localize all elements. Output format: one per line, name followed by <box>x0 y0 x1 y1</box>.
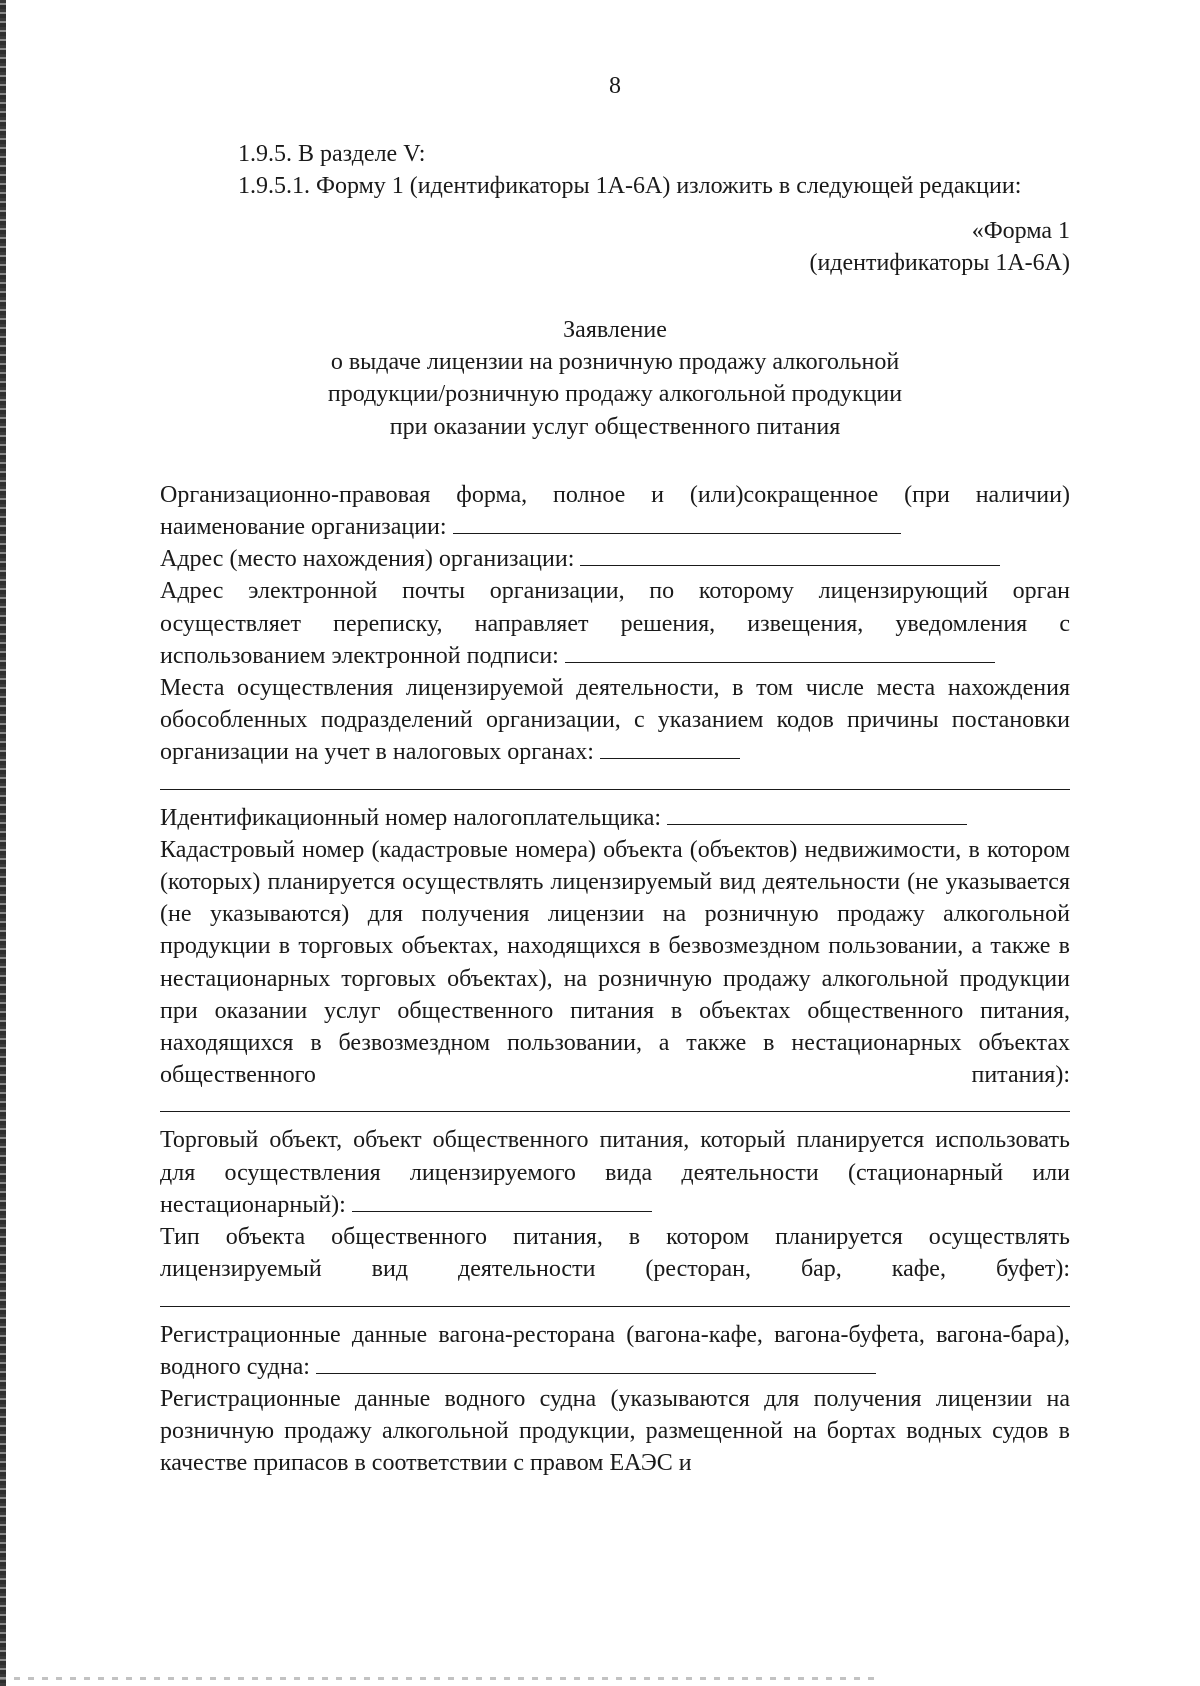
scan-bottom-artifact <box>0 1677 880 1680</box>
field-org-name <box>160 479 1070 543</box>
wagon-data-input-line[interactable] <box>316 1355 876 1374</box>
section-heading: 1.9.5. В разделе V: <box>238 141 426 168</box>
scan-edge-artifact <box>0 0 6 1686</box>
document-page <box>160 70 1070 1480</box>
field-trade-object-label: Торговый объект, объект общественного питания, который планируется использовать для осуществления лицензируемого вида деятельности (стационарный или нестационарный): <box>160 1127 1070 1218</box>
field-org-email-label: Адрес электронной почты организации, по которому лицензирующий орган осуществляет переписку, направляет решения, извещения, уведомления с использованием электронной подписи: <box>160 578 1070 669</box>
activity-places-input-line[interactable] <box>600 740 740 759</box>
application-fields <box>160 479 1070 1480</box>
form-label-identifiers: (идентификаторы 1А-6А) <box>809 249 1070 276</box>
cadastral-number-input-line[interactable] <box>160 1091 1070 1112</box>
field-inn-label: Идентификационный номер налогоплательщика: <box>160 804 662 831</box>
title-line: продукции/розничную продажу алкогольной продукции <box>327 381 903 408</box>
field-activity-places-label: Места осуществления лицензируемой деятельности, в том числе места нахождения обособленных подразделений организации, с указанием кодов причины постановки организации на учет в налоговых органах: <box>160 675 1070 766</box>
form-label <box>160 215 1070 279</box>
field-trade-object <box>160 1124 1070 1221</box>
field-cadastral-number <box>160 834 1070 1092</box>
title-line: о выдаче лицензии на розничную продажу алкогольной <box>330 349 900 376</box>
title-line: при оказании услуг общественного питания <box>389 413 841 440</box>
inn-input-line[interactable] <box>667 806 967 825</box>
org-address-input-line[interactable] <box>580 547 1000 566</box>
catering-type-input-line[interactable] <box>160 1286 1070 1307</box>
trade-object-input-line[interactable] <box>352 1193 652 1212</box>
field-org-address <box>160 543 1070 575</box>
instruction-paragraph: 1.9.5.1. Форму 1 (идентификаторы 1А-6А) изложить в следующей редакции: <box>238 173 1022 200</box>
form-label-line: «Форма 1 <box>971 217 1070 244</box>
page-number: 8 <box>609 73 621 99</box>
org-name-input-line[interactable] <box>453 515 901 534</box>
activity-places-extra-line[interactable] <box>160 769 1070 790</box>
field-catering-type-label: Тип объекта общественного питания, в котором планируется осуществлять лицензируемый вид деятельности (ресторан, бар, кафе, буфет): <box>160 1224 1070 1283</box>
org-email-input-line[interactable] <box>565 644 995 663</box>
field-wagon-data-label: Регистрационные данные вагона-ресторана (вагона-кафе, вагона-буфета, вагона-бара), водного судна: <box>160 1321 1070 1380</box>
application-title <box>180 314 1050 443</box>
field-cadastral-number-label: Кадастровый номер (кадастровые номера) объекта (объектов) недвижимости, в котором (которых) планируется осуществлять лицензируемый вид деятельности (не указывается (не указываются) для получения лицензии на розничную продажу алкогольной продукции в торговых объектах, находящихся в безвозмездном пользовании, а также в нестационарных торговых объектах), на розничную продажу алкогольной продукции при оказании услуг общественного питания в объектах общественного питания, находящихся в безвозмездном пользовании, а также в нестационарных объектах общественного питания): <box>160 836 1070 1089</box>
field-vessel-data <box>160 1383 1070 1480</box>
field-inn <box>160 802 1070 834</box>
field-vessel-data-label: Регистрационные данные водного судна (указываются для получения лицензии на розничную продажу алкогольной продукции, размещенной на бортах водных судов в качестве припасов в соответствии с правом ЕАЭС и <box>160 1385 1070 1477</box>
field-org-address-label: Адрес (место нахождения) организации: <box>160 546 575 573</box>
field-activity-places <box>160 672 1070 769</box>
field-org-name-label: Организационно-правовая форма, полное и (или)сокращенное (при наличии) наименование организации: <box>160 481 1070 541</box>
title-line: Заявление <box>563 317 667 344</box>
field-org-email <box>160 575 1070 672</box>
field-catering-type <box>160 1221 1070 1285</box>
field-wagon-data <box>160 1319 1070 1383</box>
